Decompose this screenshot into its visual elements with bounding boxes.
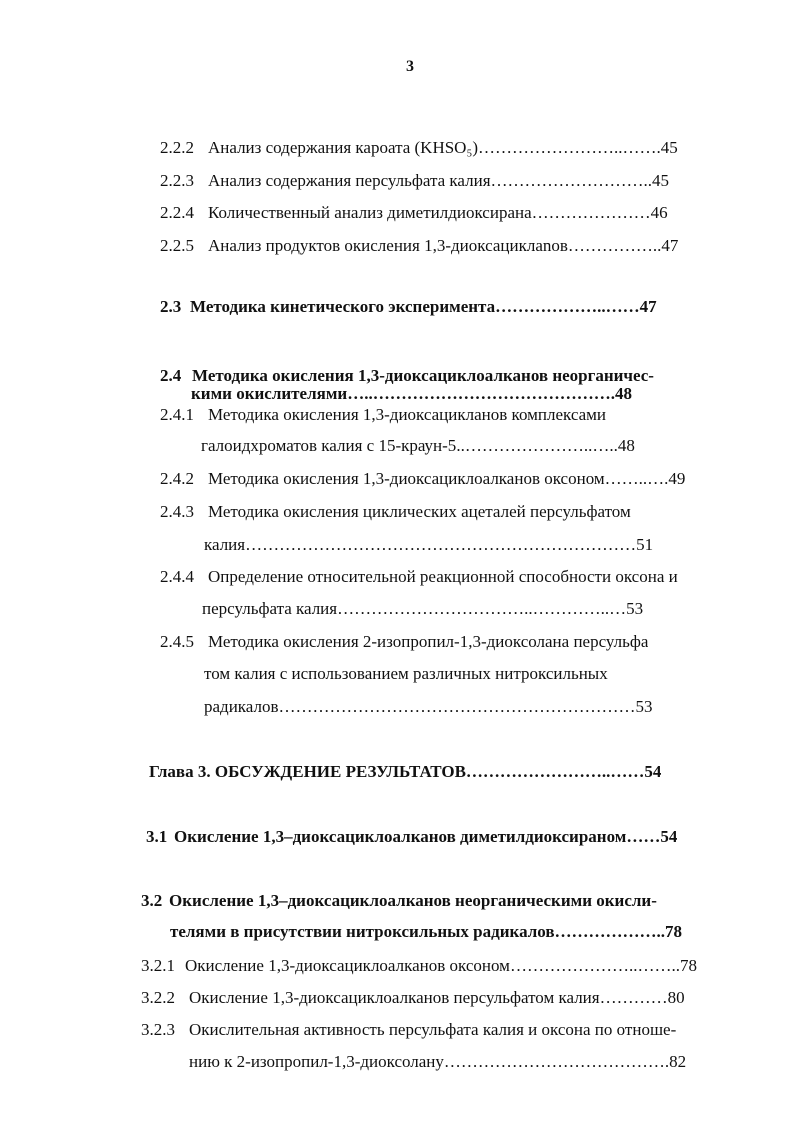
toc-leader: …………………………………………………………… xyxy=(245,535,637,554)
toc-title: Окисление 1,3-диоксациклоалканов персульфатом калия xyxy=(189,988,600,1007)
toc-page: 53 xyxy=(635,697,653,716)
toc-title: нию к 2-изопропил-1,3-диоксолану xyxy=(189,1052,444,1071)
toc-title: Методика окисления 2-изопропил-1,3-диоксолана персульфа xyxy=(208,632,649,651)
toc-leader: ………………..…… xyxy=(495,297,640,316)
toc-leader: ……………………….. xyxy=(490,171,653,190)
toc-page: 53 xyxy=(626,599,644,618)
toc-title: калия xyxy=(204,535,246,554)
toc-leader: ……………………………..…………..… xyxy=(337,599,627,618)
toc-entry-2-4-2 xyxy=(160,469,685,489)
toc-number: 2.4.2 xyxy=(160,469,194,488)
toc-leader: …………………..…….. xyxy=(509,956,680,975)
toc-entry-2-4-4 xyxy=(160,567,678,587)
toc-page: 82 xyxy=(669,1052,687,1071)
toc-title: Глава 3. ОБСУЖДЕНИЕ РЕЗУЛЬТАТОВ xyxy=(149,762,466,781)
toc-title: Окисление 1,3-диоксациклоалканов оксоном xyxy=(185,956,510,975)
toc-title: Окисление 1,3–диоксациклоалканов диметилдиоксираном xyxy=(174,827,627,846)
toc-title: Методика окисления 1,3-диоксациклоалканов оксоном xyxy=(208,469,605,488)
toc-entry-2-4-5-cont2 xyxy=(204,697,653,717)
toc-page: 47 xyxy=(661,236,679,255)
toc-number: 2.4.3 xyxy=(160,502,194,521)
toc-leader: ……………………..…… xyxy=(465,762,645,781)
toc-title: Анализ содержания персульфата калия xyxy=(208,171,491,190)
toc-leader: ………… xyxy=(599,988,668,1007)
toc-entry-3-2 xyxy=(141,891,657,911)
toc-page: 54 xyxy=(660,827,678,846)
toc-number: 2.2.4 xyxy=(160,203,194,222)
toc-title: Методика кинетического эксперимента xyxy=(190,297,496,316)
toc-leader: ……………………………………………………… xyxy=(278,697,636,716)
toc-leader: …………….. xyxy=(567,236,662,255)
toc-entry-2-4-1-cont xyxy=(201,436,635,456)
toc-number: 2.4.4 xyxy=(160,567,194,586)
toc-page: 49 xyxy=(668,469,686,488)
toc-entry-2-2-4 xyxy=(160,203,668,223)
toc-title: кими окислителями xyxy=(191,384,348,403)
toc-leader: ……………….. xyxy=(554,922,666,941)
toc-page: 45 xyxy=(652,171,670,190)
toc-title: телями в присутствии нитроксильных радикалов xyxy=(170,922,555,941)
toc-number: 2.4.5 xyxy=(160,632,194,651)
toc-entry-2-2-2 xyxy=(160,138,678,158)
toc-title: Окислительная активность персульфата калия и оксона по отноше- xyxy=(189,1020,677,1039)
toc-leader: ………………… xyxy=(531,203,651,222)
toc-title: том калия с использованием различных нитроксильных xyxy=(204,664,608,683)
toc-page: 80 xyxy=(667,988,685,1007)
toc-page: 78 xyxy=(665,922,683,941)
toc-entry-2-4-3 xyxy=(160,502,631,522)
toc-number: 2.2.3 xyxy=(160,171,194,190)
toc-page: 51 xyxy=(636,535,654,554)
toc-entry-2-2-5 xyxy=(160,236,678,256)
toc-title: Определение относительной реакционной способности оксона и xyxy=(208,567,678,586)
toc-entry-3-2-3-cont xyxy=(189,1052,686,1072)
toc-entry-2-2-3 xyxy=(160,171,669,191)
toc-number: 2.2.5 xyxy=(160,236,194,255)
toc-number: 2.4 xyxy=(160,366,182,385)
toc-title: Методика окисления циклических ацеталей персульфатом xyxy=(208,502,631,521)
toc-number: 3.2 xyxy=(141,891,163,910)
toc-leader: ……………………..……. xyxy=(478,138,661,157)
toc-page: 45 xyxy=(660,138,678,157)
toc-leader: …………………………………. xyxy=(443,1052,670,1071)
toc-page: 48 xyxy=(614,384,632,403)
toc-number: 2.3 xyxy=(160,297,182,316)
toc-number: 3.2.3 xyxy=(141,1020,175,1039)
toc-number: 2.4.1 xyxy=(160,405,194,424)
toc-leader: ..…………………..….. xyxy=(456,436,618,455)
toc-entry-3-2-2 xyxy=(141,988,685,1008)
toc-title: Анализ продуктов окисления 1,3-диоксациклanов xyxy=(208,236,568,255)
toc-entry-3-1 xyxy=(146,827,677,847)
toc-chapter-3 xyxy=(149,762,661,782)
toc-entry-2-4-cont xyxy=(191,384,632,404)
toc-entry-2-4 xyxy=(160,366,654,386)
toc-entry-2-4-1 xyxy=(160,405,606,425)
toc-page: 54 xyxy=(644,762,662,781)
toc-title: персульфата калия xyxy=(202,599,338,618)
toc-title: Методика окисления 1,3-диоксациклоалканов неорганичес- xyxy=(192,366,654,385)
toc-entry-2-4-4-cont xyxy=(202,599,643,619)
toc-title: Окисление 1,3–диоксациклоалканов неорганическими окисли- xyxy=(169,891,657,910)
toc-leader: …..……………………………………. xyxy=(347,384,615,403)
toc-entry-3-2-1 xyxy=(141,956,697,976)
toc-entry-2-4-3-cont xyxy=(204,535,653,555)
toc-title: Количественный анализ диметилдиоксирана xyxy=(208,203,532,222)
toc-title: Анализ содержания кароата (KHSO₅) xyxy=(208,138,479,157)
toc-title: галоидхроматов калия с 15-краун-5 xyxy=(201,436,457,455)
toc-entry-2-4-5 xyxy=(160,632,648,652)
toc-page: 78 xyxy=(679,956,697,975)
toc-entry-2-4-5-cont xyxy=(204,664,608,684)
toc-number: 2.2.2 xyxy=(160,138,194,157)
toc-entry-2-3 xyxy=(160,297,657,317)
toc-page: 46 xyxy=(650,203,668,222)
toc-number: 3.2.2 xyxy=(141,988,175,1007)
toc-title: Методика окисления 1,3-диоксацикланов комплексами xyxy=(208,405,606,424)
page-number: 3 xyxy=(406,58,414,75)
toc-leader: …… xyxy=(626,827,661,846)
toc-entry-3-2-3 xyxy=(141,1020,676,1040)
toc-leader: ……..…. xyxy=(604,469,669,488)
toc-entry-3-2-cont xyxy=(170,922,682,942)
toc-number: 3.1 xyxy=(146,827,168,846)
toc-number: 3.2.1 xyxy=(141,956,175,975)
toc-title: радикалов xyxy=(204,697,279,716)
toc-page: 47 xyxy=(639,297,657,316)
toc-page: 48 xyxy=(617,436,635,455)
